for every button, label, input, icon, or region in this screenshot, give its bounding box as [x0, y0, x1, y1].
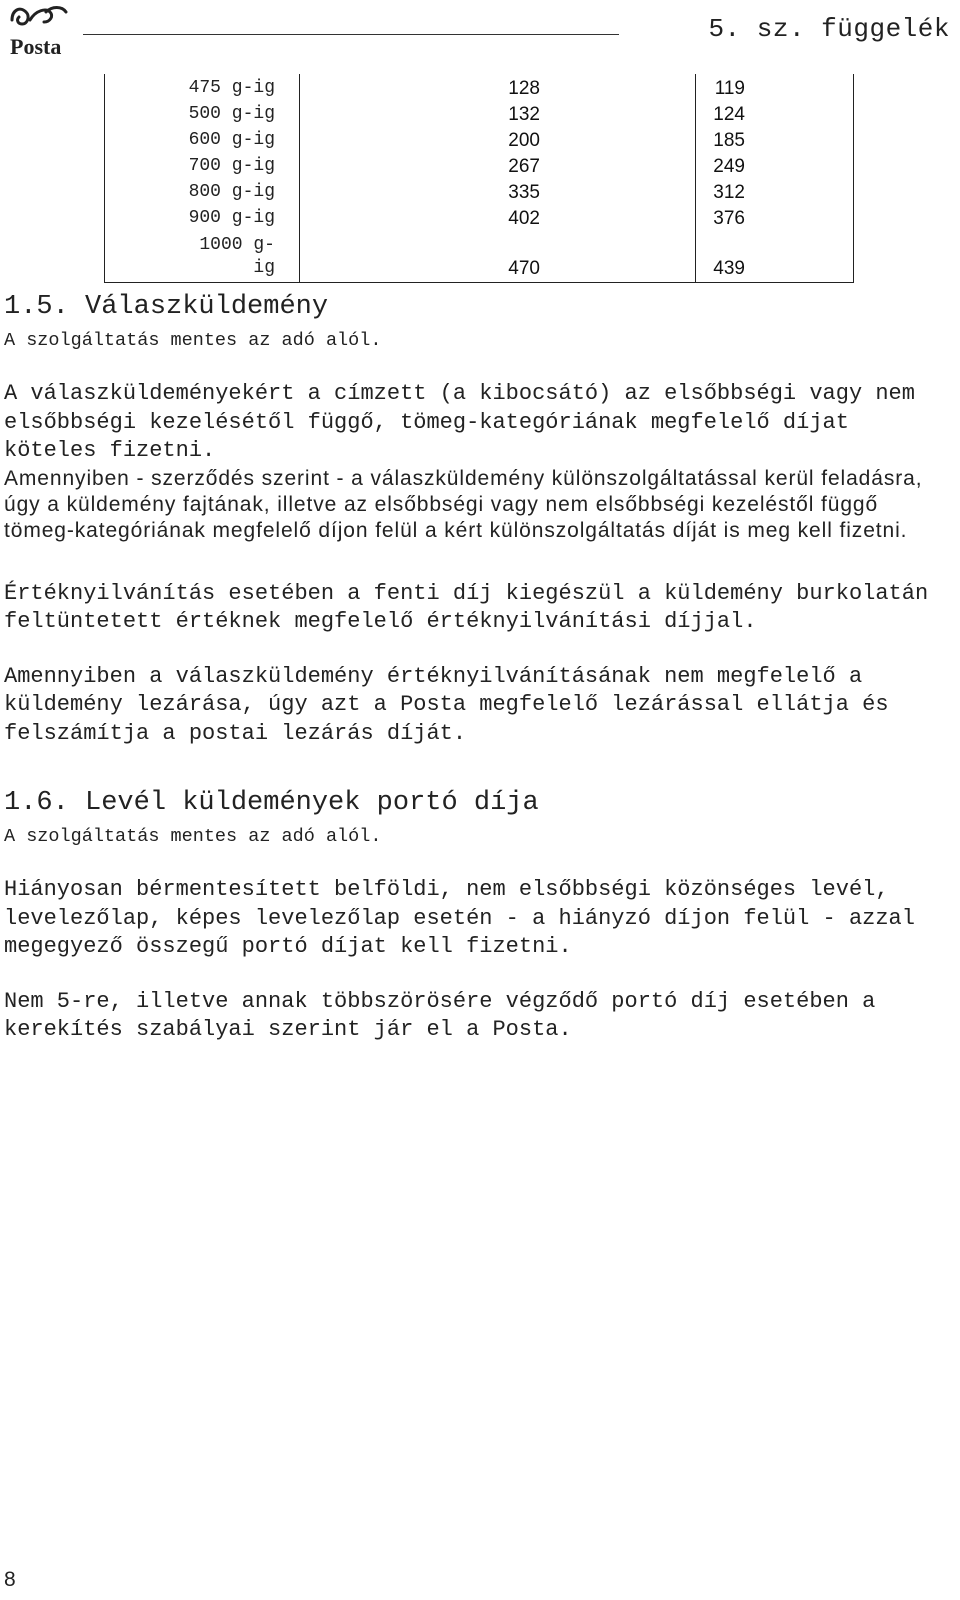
- price-cell: 132: [300, 100, 696, 126]
- weight-cell-line2: ig: [253, 258, 275, 278]
- price-cell: 124: [713, 104, 745, 125]
- price-cell: 470: [300, 230, 696, 283]
- weight-cell: [105, 230, 300, 283]
- table-row: [105, 178, 854, 204]
- section-heading-1-5: 1.5. Válaszküldemény: [4, 292, 329, 322]
- appendix-label: 5. sz. függelék: [708, 14, 950, 44]
- posta-logo: [6, 2, 70, 62]
- weight-cell: 700 g-ig: [105, 152, 300, 178]
- logo-text: Posta: [10, 34, 62, 59]
- table-row: [105, 204, 854, 230]
- weight-cell: 600 g-ig: [105, 126, 300, 152]
- price-cell: 439: [713, 258, 745, 279]
- header-rule: [83, 34, 619, 35]
- weight-cell: 500 g-ig: [105, 100, 300, 126]
- weight-cell-line1: 1000 g-: [199, 235, 275, 255]
- price-cell: 119: [714, 78, 745, 99]
- price-cell: 185: [713, 130, 745, 151]
- weight-cell: 900 g-ig: [105, 204, 300, 230]
- price-cell: 267: [300, 152, 696, 178]
- table-row: [105, 230, 854, 283]
- tax-exemption-note: A szolgáltatás mentes az adó alól.: [4, 826, 382, 847]
- paragraph: Nem 5-re, illetve annak többszörösére végződő portó díj esetében a kerekítés szabályai szerint jár el a Posta.: [4, 988, 876, 1042]
- table-row: [105, 74, 854, 100]
- paragraph: Amennyiben a válaszküldemény értéknyilvánításának nem megfelelő a küldemény lezárása, úgy azt a Posta megfelelő lezárással ellátja és felszámítja a postai lezárás díját.: [4, 663, 889, 746]
- price-cell: 402: [300, 204, 696, 230]
- table-row: [105, 100, 854, 126]
- price-cell: 200: [300, 126, 696, 152]
- weight-price-table: [104, 74, 854, 283]
- tax-exemption-note: A szolgáltatás mentes az adó alól.: [4, 330, 382, 351]
- weight-cell: 475 g-ig: [105, 74, 300, 100]
- main-content: [4, 290, 944, 1045]
- paragraph: A válaszküldeményekért a címzett (a kibocsátó) az elsőbbségi vagy nem elsőbbségi kezelésétől függő, tömeg-kategóriának megfelelő díjat köteles fizetni.: [4, 381, 915, 463]
- price-cell: 312: [713, 182, 745, 203]
- section-heading-1-6: 1.6. Levél küldemények portó díja: [4, 788, 539, 818]
- price-cell: 376: [713, 208, 745, 229]
- price-cell: 249: [713, 156, 745, 177]
- price-cell: 335: [300, 178, 696, 204]
- price-cell: 128: [300, 74, 696, 100]
- table-row: [105, 126, 854, 152]
- page-number: 8: [4, 1568, 16, 1591]
- weight-cell: 800 g-ig: [105, 178, 300, 204]
- paragraph: Értéknyilvánítás esetében a fenti díj kiegészül a küldemény burkolatán feltüntetett értéknek megfelelő értéknyilvánítási díjjal.: [4, 580, 929, 634]
- table-row: [105, 152, 854, 178]
- paragraph: Amennyiben - szerződés szerint - a válaszküldemény különszolgáltatással kerül feladásra, úgy a küldemény fajtának, illetve az elsőbbségi vagy nem elsőbbségi kezeléstől függő tömeg-kategóriának megfelelő díjon felül a kért különszolgáltatás díját is meg kell fizetni.: [4, 466, 923, 542]
- paragraph: Hiányosan bérmentesített belföldi, nem elsőbbségi közönséges levél, levelezőlap, képes levelezőlap esetén - a hiányzó díjon felül - azzal megegyező összegű portó díjat kell fizetni.: [4, 877, 915, 959]
